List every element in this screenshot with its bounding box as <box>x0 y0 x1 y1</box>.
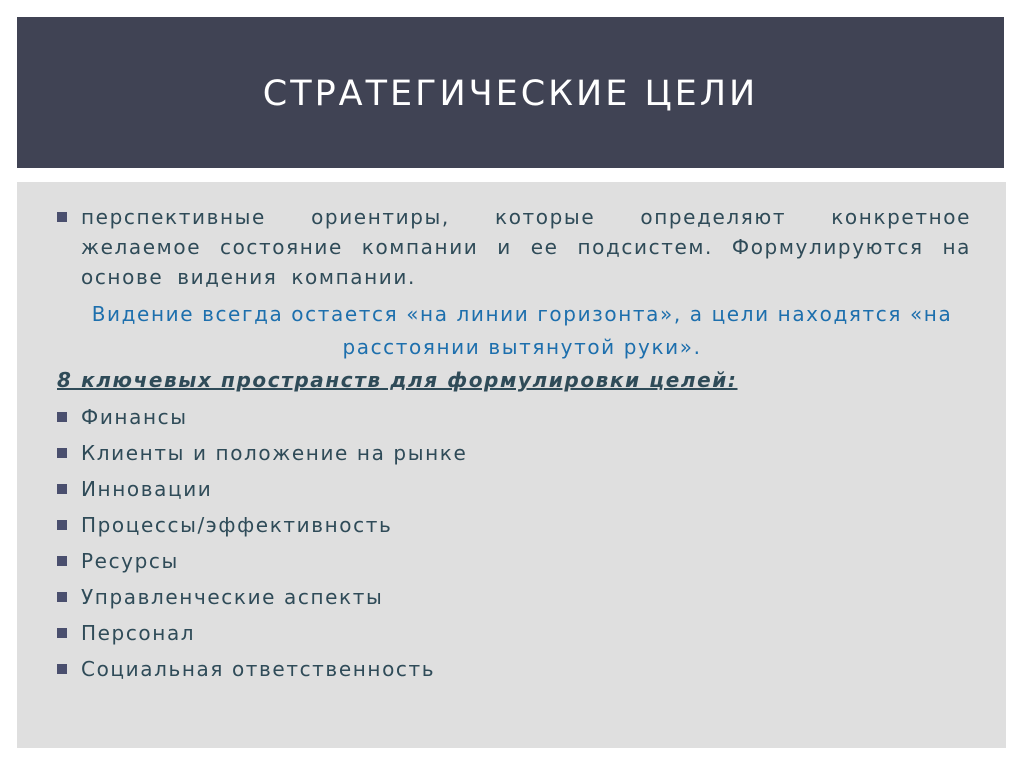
slide-title: СТРАТЕГИЧЕСКИЕ ЦЕЛИ <box>262 73 759 114</box>
square-bullet-icon <box>57 592 67 602</box>
list-item-label: Управленческие аспекты <box>81 585 384 609</box>
list-item <box>57 654 435 684</box>
square-bullet-icon <box>57 412 67 422</box>
square-bullet-icon <box>57 212 67 222</box>
list-item-label: Ресурсы <box>81 549 179 573</box>
list-item-label: Социальная ответственность <box>81 657 436 681</box>
list-item-label: Инновации <box>81 477 213 501</box>
square-bullet-icon <box>57 628 67 638</box>
vision-quote: Видение всегда остается «на линии горизонта», а цели находятся «на расстоянии вытянутой руки». <box>91 302 953 359</box>
list-heading: 8 ключевых пространств для формулировки целей: <box>57 368 738 392</box>
square-bullet-icon <box>57 484 67 494</box>
list-item <box>57 402 188 432</box>
list-item <box>57 582 383 612</box>
square-bullet-icon <box>57 556 67 566</box>
list-item-label: Клиенты и положение на рынке <box>81 441 468 465</box>
intro-item <box>57 202 971 292</box>
title-bar <box>17 17 1004 168</box>
list-item <box>57 438 467 468</box>
list-item-label: Финансы <box>81 405 188 429</box>
square-bullet-icon <box>57 664 67 674</box>
list-item-label: Процессы/эффективность <box>81 513 393 537</box>
intro-text: перспективные ориентиры, которые определяют конкретное желаемое состояние компании и ее подсистем. Формулируются на основе видения компании. <box>81 205 971 289</box>
list-item <box>57 474 212 504</box>
list-item <box>57 618 195 648</box>
square-bullet-icon <box>57 520 67 530</box>
list-item-label: Персонал <box>81 621 196 645</box>
square-bullet-icon <box>57 448 67 458</box>
list-item <box>57 546 179 576</box>
list-item <box>57 510 392 540</box>
content-panel <box>17 182 1006 748</box>
